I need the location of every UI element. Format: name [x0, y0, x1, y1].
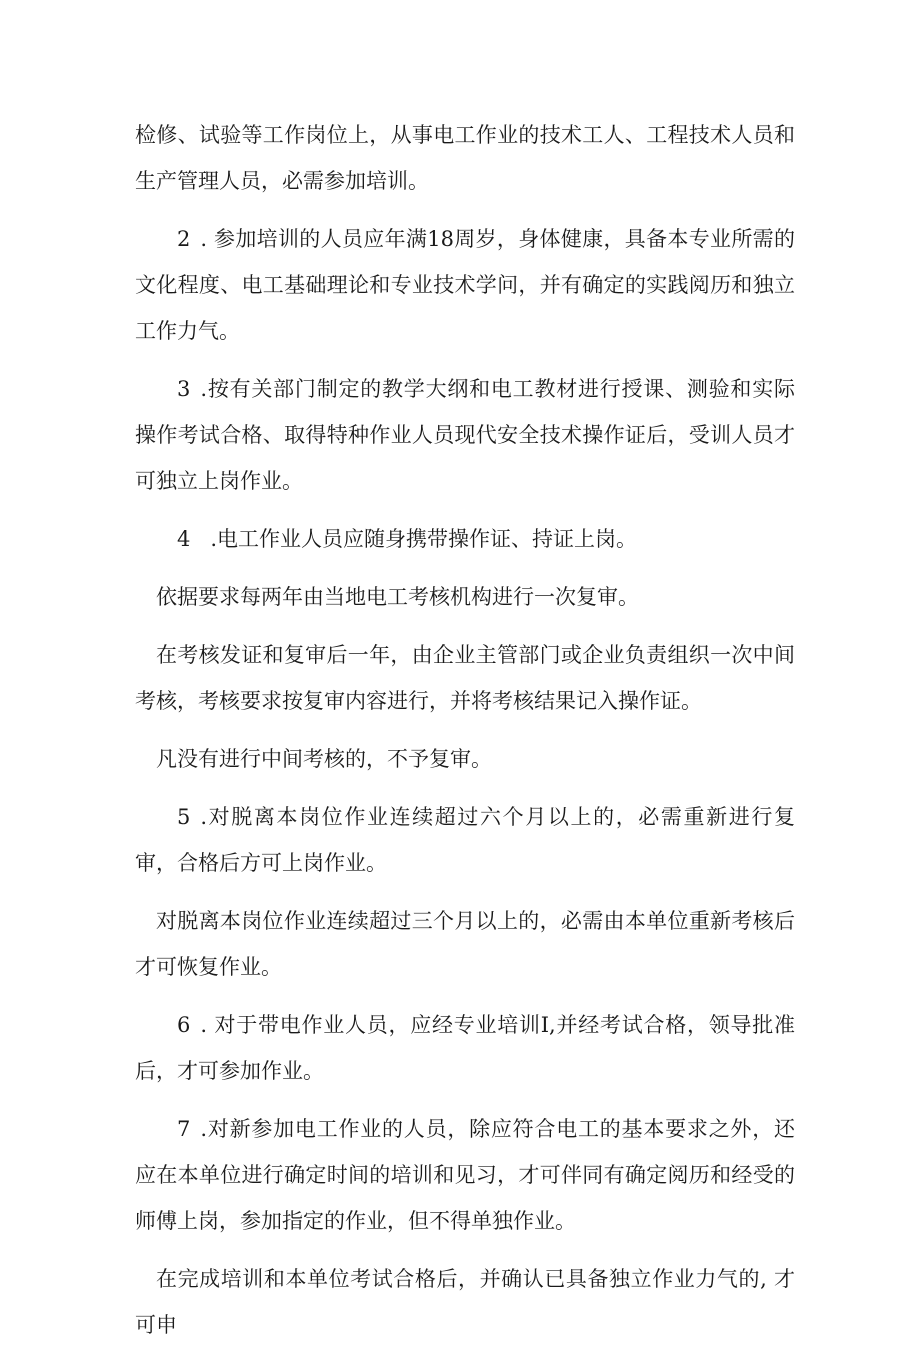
paragraph-text: .电工作业人员应随身携带操作证、持证上岗。: [210, 527, 638, 551]
paragraph-final: [135, 1256, 795, 1348]
paragraph-three-months: [135, 898, 795, 990]
paragraph-text: . 参加培训的人员应年满18周岁，身体健康，具备本专业所需的文化程度、电工基础理论和专业技术学问，并有确定的实践阅历和独立工作力气。: [135, 227, 795, 343]
item-number: 7: [177, 1117, 191, 1141]
paragraph-item-7: [135, 1106, 795, 1244]
item-number: 4: [177, 527, 191, 551]
paragraph-item-2: [135, 216, 795, 354]
paragraph-item-4: [135, 516, 795, 562]
paragraph-text: .对脱离本岗位作业连续超过六个月以上的，必需重新进行复审，合格后方可上岗作业。: [135, 805, 795, 875]
paragraph-text: .对新参加电工作业的人员，除应符合电工的基本要求之外，还应在本单位进行确定时间的培训和见习，才可伴同有确定阅历和经受的师傅上岗，参加指定的作业，但不得单独作业。: [135, 1117, 795, 1233]
paragraph-text: 依据要求每两年由当地电工考核机构进行一次复审。: [156, 585, 639, 609]
item-number: 6: [177, 1013, 191, 1037]
paragraph-continuation: [135, 112, 795, 204]
paragraph-text: 在考核发证和复审后一年，由企业主管部门或企业负责组织一次中间考核，考核要求按复审内容进行，并将考核结果记入操作证。: [135, 643, 795, 713]
paragraph-text: 在完成培训和本单位考试合格后，并确认已具备独立作业力气的, 才可申: [135, 1267, 795, 1337]
paragraph-review-cycle: [135, 574, 795, 620]
paragraph-text: 检修、试验等工作岗位上，从事电工作业的技术工人、工程技术人员和生产管理人员，必需参加培训。: [135, 123, 795, 193]
paragraph-item-3: [135, 366, 795, 504]
document-body: [135, 112, 795, 1360]
paragraph-text: 对脱离本岗位作业连续超过三个月以上的，必需由本单位重新考核后才可恢复作业。: [135, 909, 795, 979]
item-number: 2: [177, 227, 191, 251]
paragraph-text: . 对于带电作业人员，应经专业培训I,并经考试合格，领导批准后，才可参加作业。: [135, 1013, 795, 1083]
paragraph-text: .按有关部门制定的教学大纲和电工教材进行授课、测验和实际操作考试合格、取得特种作业人员现代安全技术操作证后，受训人员才可独立上岗作业。: [135, 377, 795, 493]
item-number: 3: [177, 377, 191, 401]
paragraph-no-review: [135, 736, 795, 782]
paragraph-interim-assessment: [135, 632, 795, 724]
paragraph-item-5: [135, 794, 795, 886]
paragraph-text: 凡没有进行中间考核的，不予复审。: [156, 747, 492, 771]
item-number: 5: [177, 805, 191, 829]
paragraph-item-6: [135, 1002, 795, 1094]
